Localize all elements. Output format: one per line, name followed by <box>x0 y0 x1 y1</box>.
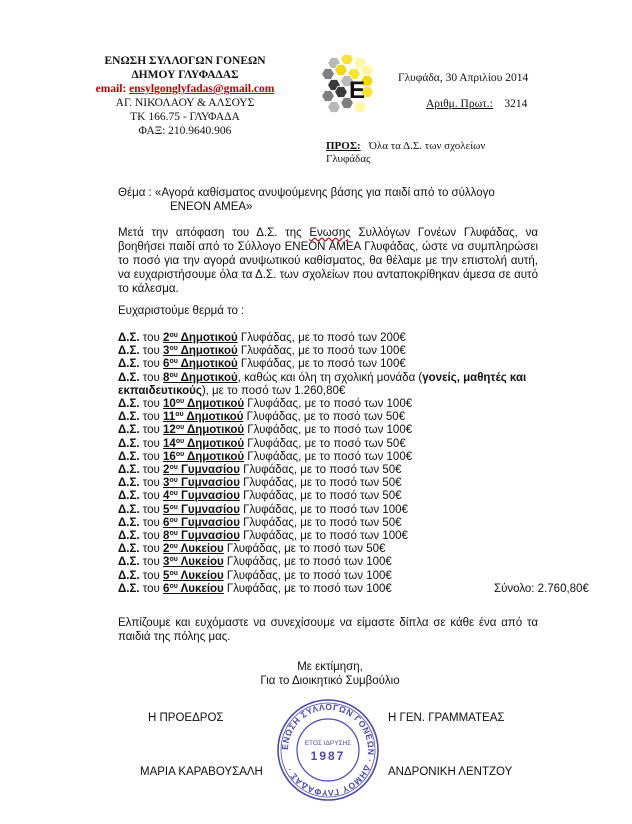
logo-hexagon <box>335 86 348 97</box>
donation-board: Δ.Σ. <box>118 490 140 503</box>
regards-line1: Με εκτίμηση, <box>297 661 363 673</box>
donation-item <box>118 517 548 530</box>
body-text-part1: Μετά την απόφαση του Δ.Σ. της <box>118 227 310 239</box>
donation-ordinal-suffix: ου <box>169 332 178 339</box>
donation-school-type: Γυμνασίου <box>181 477 240 490</box>
donation-board: Δ.Σ. <box>118 371 140 384</box>
donation-ordinal-suffix: ου <box>169 582 178 590</box>
donation-amount-text: Γλυφάδας, με το ποσό των 100€ <box>237 358 406 371</box>
donation-of: του <box>139 398 164 411</box>
donation-of: του <box>139 424 164 437</box>
donation-board: Δ.Σ. <box>118 516 140 529</box>
donation-school-number: 6 <box>163 358 170 371</box>
donation-board: Δ.Σ. <box>118 464 140 477</box>
donation-board: Δ.Σ. <box>118 477 140 490</box>
protocol-label: Αριθμ. Πρωτ.: <box>426 98 493 110</box>
logo-hexagon <box>328 101 341 112</box>
donation-school-type: Λυκείου <box>180 556 224 569</box>
donation-board: Δ.Σ. <box>118 424 140 437</box>
protocol-number-line <box>426 98 527 110</box>
donation-item <box>118 477 548 490</box>
donation-school <box>163 345 238 357</box>
donation-item <box>118 570 548 583</box>
donation-ordinal-suffix: ου <box>169 371 178 379</box>
logo-hexagon <box>361 64 374 75</box>
donation-item <box>118 451 548 464</box>
donation-school <box>163 438 244 450</box>
donation-ordinal-suffix: ου <box>169 477 178 485</box>
donation-school-type: Δημοτικού <box>186 411 244 424</box>
donation-of: του <box>139 411 164 424</box>
donation-item <box>118 543 548 556</box>
donation-school-number: 6 <box>163 582 170 595</box>
donation-amount-text: , καθώς και όλη τη σχολική μονάδα ( <box>237 371 423 384</box>
donation-school <box>163 517 240 529</box>
org-name-line2: ΔΗΜΟΥ ΓΛΥΦΑΔΑΣ <box>131 69 239 81</box>
donation-school <box>163 451 244 463</box>
org-address: ΑΓ. ΝΙΚΟΛΑΟΥ & ΑΛΣΟΥΣ <box>115 97 255 109</box>
donation-of: του <box>139 371 164 384</box>
donation-amount-text: Γλυφάδας, με το ποσό των 100€ <box>244 424 413 437</box>
donation-school-number: 2 <box>163 332 170 344</box>
thanks-line: Ευχαριστούμε θερμά το : <box>118 305 245 317</box>
president-name: ΜΑΡΙΑ ΚΑΡΑΒΟΥΣΑΛΗ <box>140 766 263 778</box>
recipient-line2: Γλυφάδας <box>326 153 371 165</box>
donation-of: του <box>139 332 164 344</box>
donation-ordinal-suffix: ου <box>169 516 178 524</box>
donation-amount-text: Γλυφάδας, με το ποσό των 50€ <box>244 437 406 450</box>
donation-school-number: 8 <box>163 371 170 384</box>
donation-school-number: 3 <box>163 556 170 569</box>
donation-school-type: Λυκείου <box>180 543 224 556</box>
donation-of: του <box>139 490 164 503</box>
official-stamp <box>276 698 380 802</box>
donation-school-type: Γυμνασίου <box>181 464 240 477</box>
logo-hexagon <box>341 55 354 65</box>
donation-ordinal-suffix: ου <box>169 358 178 366</box>
donation-ordinal-suffix: ου <box>169 530 178 538</box>
email-label: email: <box>95 83 127 95</box>
donation-school <box>163 556 224 568</box>
letter-body-paragraph <box>118 226 538 296</box>
organization-header <box>80 54 290 138</box>
donation-amount-text: Γλυφάδας, με το ποσό των 50€ <box>239 464 402 477</box>
donations-list <box>118 332 589 596</box>
letter-subject <box>118 186 538 214</box>
stamp-ring-text: ΕΝΩΣΗ ΣΥΛΛΟΓΩΝ ΓΟΝΕΩΝ · ΔΗΜΟΥ ΓΛΥΦΑΔΑΣ · <box>279 701 377 799</box>
donation-item <box>118 582 589 596</box>
donation-ordinal-suffix: ου <box>175 424 185 432</box>
donation-ordinal-suffix: ου <box>169 556 178 564</box>
donations-total: Σύνολο: 2.760,80€ <box>494 582 589 595</box>
donation-school-number: 3 <box>163 345 170 358</box>
donation-amount-text: Γλυφάδας, με το ποσό των 100€ <box>223 556 392 569</box>
donation-school-number: 14 <box>163 437 176 450</box>
donation-school-number: 5 <box>163 569 170 582</box>
donation-board: Δ.Σ. <box>118 582 140 595</box>
donation-ordinal-suffix: ου <box>175 398 185 406</box>
donation-board: Δ.Σ. <box>118 556 140 569</box>
donation-school <box>163 358 238 370</box>
donation-board: Δ.Σ. <box>118 398 140 411</box>
donation-school-type: Λυκείου <box>180 569 224 582</box>
donation-ordinal-suffix: ου <box>175 437 185 445</box>
donation-board: Δ.Σ. <box>118 569 140 582</box>
closing-paragraph: Ελπίζουμε και ευχόμαστε να συνεχίσουμε να είμαστε δίπλα σε κάθε ένα από τα παιδιά της πόλης μας. <box>118 617 538 643</box>
donation-school <box>163 543 224 555</box>
donation-of: του <box>139 358 164 371</box>
donation-school <box>163 583 224 595</box>
donation-ordinal-suffix: ου <box>175 411 184 419</box>
donation-school-number: 2 <box>163 543 170 556</box>
donation-extra-bold: γονείς, μαθητές και εκπαιδευτικούς <box>118 371 527 397</box>
president-title: Η ΠΡΟΕΔΡΟΣ <box>148 712 224 724</box>
donation-school-number: 6 <box>163 516 170 529</box>
donation-school-type: Δημοτικού <box>186 398 245 411</box>
donation-item <box>118 556 548 569</box>
donation-school-type: Γυμνασίου <box>181 503 240 516</box>
donation-item <box>118 411 548 424</box>
donation-of: του <box>139 477 164 490</box>
subject-line1: Θέμα : «Αγορά καθίσματος ανυψούμενης βάσης για παιδί από το σύλλογο <box>118 187 495 199</box>
donation-school <box>163 477 240 489</box>
donation-school <box>163 398 244 410</box>
donation-school <box>163 424 244 436</box>
donation-of: του <box>139 569 164 582</box>
donation-school-type: Δημοτικού <box>180 332 238 344</box>
donation-school-number: 8 <box>163 530 170 543</box>
donation-item <box>118 464 548 477</box>
donation-amount-text: Γλυφάδας, με το ποσό των 100€ <box>223 582 392 595</box>
protocol-number: 3214 <box>504 98 528 110</box>
donation-item <box>118 530 548 543</box>
donation-of: του <box>139 503 164 516</box>
donation-amount-text: Γλυφάδας, με το ποσό των 50€ <box>239 490 402 503</box>
donation-amount-text: Γλυφάδας, με το ποσό των 50€ <box>243 411 406 424</box>
donation-school-number: 12 <box>163 424 176 437</box>
donation-school <box>163 332 238 344</box>
donation-amount-text: Γλυφάδας, με το ποσό των 50€ <box>239 516 402 529</box>
donation-of: του <box>139 345 164 358</box>
recipient-block <box>326 140 526 166</box>
donation-item <box>118 438 548 451</box>
donation-amount-text: Γλυφάδας, με το ποσό των 100€ <box>244 398 413 411</box>
donation-amount-text: Γλυφάδας, με το ποσό των 100€ <box>239 530 408 543</box>
donation-amount-text: Γλυφάδας, με το ποσό των 100€ <box>244 450 413 463</box>
donation-school-type: Λυκείου <box>180 582 224 595</box>
donation-ordinal-suffix: ου <box>169 569 178 577</box>
donation-amount-text-2: ), με το ποσό των 1.260,80€ <box>201 384 346 397</box>
donation-of: του <box>139 582 164 595</box>
secretary-title: Η ΓΕΝ. ΓΡΑΜΜΑΤΕΑΣ <box>388 712 505 724</box>
donation-school-number: 5 <box>163 503 170 516</box>
donation-item <box>118 424 548 437</box>
body-text-part2: Συλλόγων Γονέων Γλυφάδας, να βοηθήσει παιδί από το Σύλλογο ΕΝΕΟΝ ΑΜΕΑ Γλυφάδας, ώστε να συμπληρώσει το ποσό για την αγορά ανυψωτικού καθίσματος, θα θέλαμε με την επιστολή αυτή, να ευχαριστήσουμε όλα τα Δ.Σ. των σχολείων που ανταποκρίθηκαν άμεσα σε αυτό το κάλεσμα. <box>118 227 538 295</box>
donation-school-number: 11 <box>163 411 176 424</box>
donation-of: του <box>139 464 164 477</box>
donation-of: του <box>139 516 164 529</box>
logo-honeycomb <box>322 55 374 113</box>
donation-school-type: Γυμνασίου <box>181 516 240 529</box>
organization-logo <box>320 55 378 115</box>
donation-of: του <box>139 450 164 463</box>
donation-of: του <box>139 543 164 556</box>
email-link[interactable]: ensylgonglyfadas@gmail.com <box>129 83 275 95</box>
org-name-line1: ΕΝΩΣΗ ΣΥΛΛΟΓΩΝ ΓΟΝΕΩΝ <box>104 55 266 67</box>
donation-school-type: Γυμνασίου <box>181 530 240 543</box>
donation-school-type: Δημοτικού <box>186 424 245 437</box>
donation-board: Δ.Σ. <box>118 332 140 344</box>
donation-school-number: 10 <box>163 398 176 411</box>
donation-school <box>163 570 224 582</box>
donation-ordinal-suffix: ου <box>169 543 178 551</box>
donation-school <box>163 411 243 423</box>
donation-board: Δ.Σ. <box>118 530 140 543</box>
letter-date: Γλυφάδα, 30 Απριλίου 2014 <box>398 72 529 84</box>
donation-school-number: 16 <box>163 450 176 463</box>
stamp-year: 1987 <box>310 749 346 763</box>
donation-school <box>163 504 240 516</box>
recipient-line1: Όλα τα Δ.Σ. των σχολείων <box>368 140 486 152</box>
subject-line2: ΕΝΕΟΝ ΑΜΕΑ» <box>170 201 253 213</box>
donation-ordinal-suffix: ου <box>169 345 178 353</box>
donation-school-type: Δημοτικού <box>186 450 245 463</box>
donation-item <box>118 358 548 371</box>
donation-item <box>118 345 548 358</box>
donation-ordinal-suffix: ου <box>169 503 178 511</box>
donation-ordinal-suffix: ου <box>175 450 185 458</box>
donation-school-type: Γυμνασίου <box>181 490 240 503</box>
donation-school-type: Δημοτικού <box>180 345 238 358</box>
donation-item <box>118 490 548 503</box>
donation-school <box>163 464 240 476</box>
org-fax: ΦΑΞ: 210.9640.906 <box>138 125 232 137</box>
donation-school <box>163 530 240 542</box>
donation-item <box>118 398 548 411</box>
logo-hexagon <box>322 68 335 79</box>
secretary-name: ΑΝΔΡΟΝΙΚΗ ΛΕΝΤΖΟΥ <box>388 766 513 778</box>
donation-amount-text: Γλυφάδας, με το ποσό των 200€ <box>237 332 406 344</box>
donation-of: του <box>139 556 164 569</box>
donation-item <box>118 504 548 517</box>
donation-board: Δ.Σ. <box>118 450 140 463</box>
donation-amount-text: Γλυφάδας, με το ποσό των 50€ <box>239 477 402 490</box>
email-line <box>80 82 290 96</box>
logo-hexagon <box>322 90 335 101</box>
regards-line2: Για το Διοικητικό Συμβούλιο <box>260 675 400 687</box>
donation-board: Δ.Σ. <box>118 437 140 450</box>
donation-school-number: 3 <box>163 477 170 490</box>
body-misspelled-word: Ενωσης <box>309 227 351 239</box>
donation-board: Δ.Σ. <box>118 345 140 358</box>
donation-amount-text: Γλυφάδας, με το ποσό των 100€ <box>223 569 392 582</box>
donation-board: Δ.Σ. <box>118 358 140 371</box>
donation-item <box>118 372 548 398</box>
regards-block <box>240 660 420 688</box>
donation-amount-text: Γλυφάδας, με το ποσό των 100€ <box>239 503 408 516</box>
donation-school-type: Δημοτικού <box>186 437 245 450</box>
org-postal: ΤΚ 166.75 - ΓΛΥΦΑΔΑ <box>130 111 240 123</box>
donation-ordinal-suffix: ου <box>169 464 178 472</box>
donation-school-number: 4 <box>163 490 170 503</box>
donation-school <box>163 372 238 384</box>
donation-of: του <box>139 530 164 543</box>
donation-school-type: Δημοτικού <box>180 371 238 384</box>
donation-school <box>163 490 240 502</box>
logo-letter: E <box>348 77 366 104</box>
donation-school-type: Δημοτικού <box>180 358 238 371</box>
donation-of: του <box>139 437 164 450</box>
donation-amount-text: Γλυφάδας, με το ποσό των 50€ <box>223 543 386 556</box>
donation-amount-text: Γλυφάδας, με το ποσό των 100€ <box>237 345 406 358</box>
donation-item <box>118 332 548 345</box>
donation-school-number: 2 <box>163 464 170 477</box>
donation-board: Δ.Σ. <box>118 411 140 424</box>
donation-board: Δ.Σ. <box>118 503 140 516</box>
donation-board: Δ.Σ. <box>118 543 140 556</box>
recipient-label: ΠΡΟΣ: <box>326 140 361 152</box>
donation-ordinal-suffix: ου <box>169 490 178 498</box>
stamp-founding-label: ΕΤΟΣ ΙΔΡΥΣΗΣ <box>304 740 352 747</box>
logo-hexagon <box>335 64 348 75</box>
